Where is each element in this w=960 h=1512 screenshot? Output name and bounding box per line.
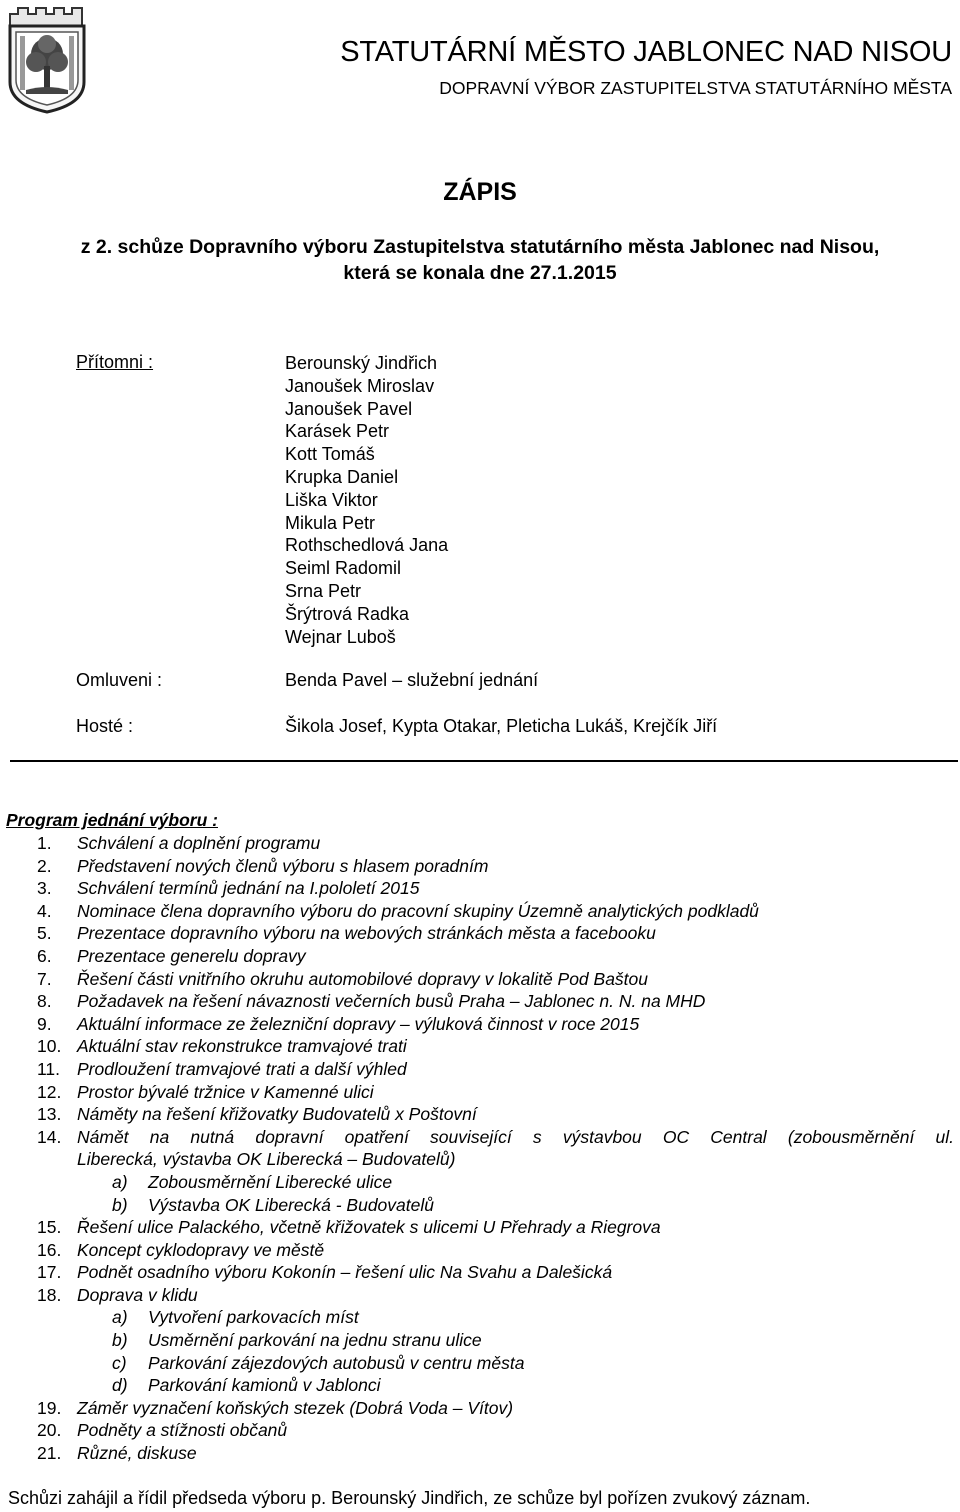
item-number: 12. [37, 1081, 62, 1102]
item-number: 19. [37, 1397, 62, 1418]
present-member: Janoušek Miroslav [285, 375, 435, 396]
footer-note: Schůzi zahájil a řídil předseda výboru p. Berounský Jindřich, ze schůze byl pořízen zvukový záznam. [8, 1488, 811, 1508]
program-item [0, 1081, 960, 1104]
program-item [0, 900, 960, 923]
program-item [0, 1442, 960, 1465]
excused-label: Omluveni : [76, 670, 163, 690]
item-number: 6. [37, 945, 52, 966]
subitem-letter: c) [112, 1352, 127, 1373]
item-number: 5. [37, 923, 52, 944]
item-number: 2. [37, 855, 52, 876]
item-text: Podněty a stížnosti občanů [77, 1420, 288, 1441]
item-text: Prodloužení tramvajové trati a další výhled [77, 1058, 407, 1079]
program-item [0, 990, 960, 1013]
program-subitem [0, 1352, 960, 1375]
program-item [0, 877, 960, 900]
present-label: Přítomni : [76, 352, 154, 372]
item-number: 3. [37, 878, 52, 899]
item-text: Liberecká, výstavba OK Liberecká – Budovatelů) [77, 1149, 456, 1170]
present-member: Šrýtrová Radka [285, 603, 410, 624]
subitem-text: Výstavba OK Liberecká - Budovatelů [148, 1194, 434, 1215]
guests-label: Hosté : [76, 716, 134, 736]
coat-of-arms-icon [6, 4, 88, 114]
item-text: Různé, diskuse [77, 1443, 197, 1464]
program-item [0, 855, 960, 878]
program-item [0, 1126, 960, 1171]
subitem-letter: b) [112, 1194, 128, 1215]
present-member: Berounský Jindřich [285, 353, 438, 373]
present-member: Karásek Petr [285, 421, 390, 442]
item-number: 21. [37, 1443, 62, 1464]
program-item [0, 1103, 960, 1126]
present-member: Liška Viktor [285, 489, 378, 510]
item-text: Aktuální informace ze železniční dopravy – výluková činnost v roce 2015 [77, 1013, 640, 1034]
item-number: 16. [37, 1239, 62, 1260]
item-number: 15. [37, 1217, 62, 1238]
subitem-text: Parkování kamionů v Jablonci [148, 1375, 381, 1396]
item-number: 4. [37, 900, 52, 921]
document-subtitle [0, 234, 960, 286]
document-title: ZÁPIS [443, 178, 517, 206]
item-text: Představení nových členů výboru s hlasem poradním [77, 855, 489, 876]
item-number: 10. [37, 1036, 62, 1057]
program-item [0, 1058, 960, 1081]
subitem-text: Usměrnění parkování na jednu stranu ulice [148, 1330, 482, 1351]
guests-list: Šikola Josef, Kypta Otakar, Pleticha Lukáš, Krejčík Jiří [285, 716, 718, 736]
present-member: Mikula Petr [285, 512, 376, 533]
item-text: Doprava v klidu [77, 1284, 198, 1305]
item-text: Schválení termínů jednání na I.pololetí 2015 [77, 878, 420, 899]
item-text: Záměr vyznačení koňských stezek (Dobrá Voda – Vítov) [77, 1397, 514, 1418]
program-item [0, 1239, 960, 1262]
program-subitem [0, 1374, 960, 1397]
item-text: Nominace člena dopravního výboru do pracovní skupiny Územně analytických podkladů [77, 900, 759, 921]
present-list [285, 352, 448, 648]
item-text: Prezentace generelu dopravy [77, 945, 306, 966]
program-item [0, 1035, 960, 1058]
present-member: Wejnar Luboš [285, 626, 396, 647]
present-member: Krupka Daniel [285, 466, 399, 487]
item-text: Náměty na řešení křižovatky Budovatelů x Poštovní [77, 1104, 477, 1125]
item-number: 11. [37, 1058, 61, 1079]
item-number: 9. [37, 1013, 52, 1034]
program-item [0, 1419, 960, 1442]
program-subitem [0, 1329, 960, 1352]
program-item [0, 945, 960, 968]
item-number: 13. [37, 1104, 62, 1125]
program-subitem [0, 1171, 960, 1194]
item-text: Námět na nutná dopravní opatření související s výstavbou OC Central (zobousměrnění ul. [77, 1126, 954, 1147]
present-member: Kott Tomáš [285, 444, 375, 465]
item-number: 14. [37, 1126, 62, 1147]
subitem-text: Zobousměrnění Liberecké ulice [148, 1171, 393, 1192]
program-item [0, 922, 960, 945]
item-text: Řešení části vnitřního okruhu automobilové dopravy v lokalitě Pod Baštou [77, 968, 649, 989]
program-item [0, 1013, 960, 1036]
subitem-letter: d) [112, 1375, 128, 1396]
item-text: Schválení a doplnění programu [77, 833, 321, 853]
item-text: Podnět osadního výboru Kokonín – řešení ulic Na Svahu a Dalešická [77, 1262, 613, 1283]
item-number: 1. [37, 833, 52, 853]
subitem-letter: b) [112, 1330, 128, 1351]
present-member: Srna Petr [285, 580, 362, 601]
item-number: 18. [37, 1284, 62, 1305]
item-number: 8. [37, 991, 52, 1012]
subitem-letter: a) [112, 1307, 128, 1328]
program-heading: Program jednání výboru : [6, 810, 218, 830]
item-number: 7. [37, 968, 52, 989]
item-number: 20. [37, 1420, 62, 1441]
item-text: Koncept cyklodopravy ve městě [77, 1239, 325, 1260]
program-item [0, 832, 960, 855]
program-subitem [0, 1306, 960, 1329]
subtitle-line: z 2. schůze Dopravního výboru Zastupitelstva statutárního města Jablonec nad Nisou, [80, 236, 880, 258]
present-member: Rothschedlová Jana [285, 535, 449, 556]
item-text: Prostor bývalé tržnice v Kamenné ulici [77, 1081, 374, 1102]
excused-list: Benda Pavel – služební jednání [285, 670, 539, 690]
item-text: Požadavek na řešení návaznosti večerních busů Praha – Jablonec n. N. na MHD [77, 991, 706, 1012]
program-item [0, 1397, 960, 1420]
program-list [0, 832, 960, 1465]
item-text: Řešení ulice Palackého, včetně křižovatek s ulicemi U Přehrady a Riegrova [77, 1217, 661, 1238]
committee-name: DOPRAVNÍ VÝBOR ZASTUPITELSTVA STATUTÁRNÍHO MĚSTA [439, 78, 952, 98]
program-item [0, 1261, 960, 1284]
item-text: Prezentace dopravního výboru na webových stránkách města a facebooku [77, 923, 656, 944]
subitem-letter: a) [112, 1171, 128, 1192]
program-item [0, 1216, 960, 1239]
present-member: Seiml Radomil [285, 558, 402, 579]
subtitle-line: která se konala dne 27.1.2015 [343, 262, 617, 284]
item-text: Aktuální stav rekonstrukce tramvajové trati [77, 1036, 407, 1057]
present-member: Janoušek Pavel [285, 398, 413, 419]
horizontal-divider [10, 760, 958, 762]
item-number: 17. [37, 1262, 62, 1283]
program-item [0, 968, 960, 991]
program-item [0, 1284, 960, 1307]
program-subitem [0, 1194, 960, 1217]
subitem-text: Vytvoření parkovacích míst [148, 1307, 359, 1328]
subitem-text: Parkování zájezdových autobusů v centru města [148, 1352, 525, 1373]
city-name: STATUTÁRNÍ MĚSTO JABLONEC NAD NISOU [340, 36, 952, 68]
